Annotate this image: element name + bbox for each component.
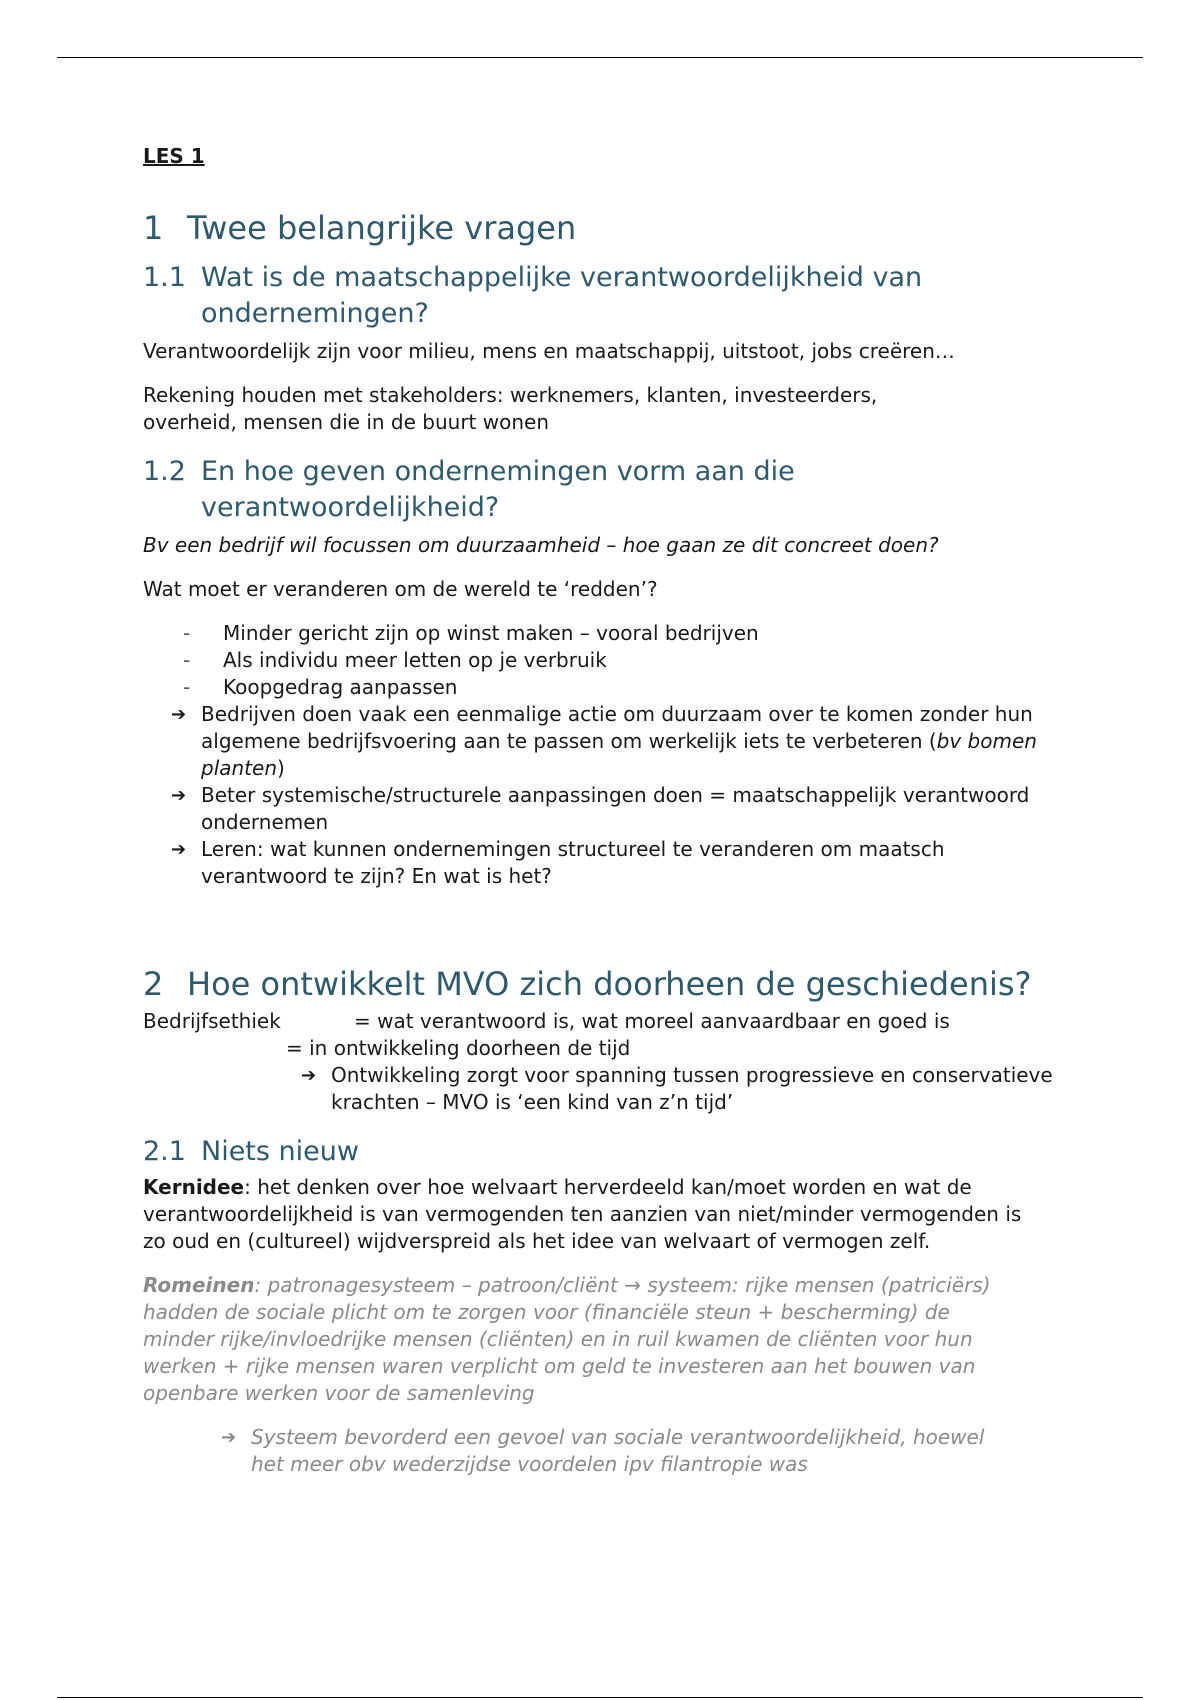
list-item: ➔ Ontwikkeling zorgt voor spanning tussen progressieve en conservatieve krachten – MVO is ‘een kind van z’n tijd’ <box>273 1062 1053 1116</box>
paragraph: Kernidee: het denken over hoe welvaart herverdeeld kan/moet worden en wat de verantwoordelijkheid is van vermogenden ten aanzien van niet/minder vermogenden is zo oud en (cultureel) wijdverspreid als het idee van welvaart of vermogen zelf. <box>143 1175 1022 1253</box>
top-rule <box>57 57 1143 58</box>
arrow-icon: ➔ <box>171 839 187 860</box>
bottom-rule <box>57 1697 1143 1698</box>
arrow-icon: ➔ <box>301 1065 317 1086</box>
dash-list <box>143 620 1063 701</box>
list-item: ➔ Leren: wat kunnen ondernemingen structureel te veranderen om maatsch verantwoord te zijn? En wat is het? <box>143 836 1043 890</box>
heading-1-1-number: 1.1 <box>143 262 186 293</box>
dash-bullet: - <box>183 648 191 672</box>
paragraph-grey: Romeinen: patronagesysteem – patroon/cliënt → systeem: rijke mensen (patriciërs) hadden de sociale plicht om te zorgen voor (financiële steun + bescherming) de minder rijke/invloedrijke mensen (cliënten) en in ruil kwamen de cliënten voor hun werken + rijke mensen waren verplicht om geld te investeren aan het bouwen van openbare werken voor de samenleving <box>143 1273 991 1405</box>
arrow-list <box>143 1062 1053 1116</box>
arrow-list <box>143 701 1043 890</box>
paragraph: Verantwoordelijk zijn voor milieu, mens en maatschappij, uitstoot, jobs creëren… <box>143 339 955 363</box>
list-item: - Minder gericht zijn op winst maken – vooral bedrijven <box>143 620 1063 647</box>
definition-text: = in ontwikkeling doorheen de tijd <box>286 1036 631 1060</box>
list-item: ➔ Beter systemische/structurele aanpassingen doen = maatschappelijk verantwoord ondernemen <box>143 782 1043 836</box>
paragraph: Rekening houden met stakeholders: werknemers, klanten, investeerders, overheid, mensen die in de buurt wonen <box>143 383 878 434</box>
dash-bullet: - <box>183 675 191 699</box>
heading-1-1 <box>143 260 1063 332</box>
heading-2-1-number: 2.1 <box>143 1136 186 1167</box>
heading-1-2-number: 1.2 <box>143 456 186 487</box>
heading-1-2-title: En hoe geven ondernemingen vorm aan die verantwoordelijkheid? <box>201 456 795 523</box>
arrow-icon: ➔ <box>171 785 187 806</box>
arrow-icon: ➔ <box>171 704 187 725</box>
list-item: - Als individu meer letten op je verbruik <box>143 647 1063 674</box>
heading-1-2 <box>143 454 863 526</box>
heading-2-1-title: Niets nieuw <box>201 1136 359 1167</box>
arrow-icon: ➔ <box>221 1427 237 1448</box>
dash-bullet: - <box>183 621 191 645</box>
heading-1-number: 1 <box>143 209 164 247</box>
definition-text: = wat verantwoord is, wat moreel aanvaardbaar en goed is <box>354 1009 950 1033</box>
list-item: ➔ Systeem bevorderd een gevoel van sociale verantwoordelijkheid, hoewel het meer obv wederzijdse voordelen ipv filantropie was <box>193 1424 993 1478</box>
heading-1-1-title: Wat is de maatschappelijke verantwoordelijkheid van ondernemingen? <box>201 262 923 329</box>
definition-term: Bedrijfsethiek <box>143 1009 281 1033</box>
definition-block <box>143 1008 1063 1116</box>
heading-1 <box>143 206 1063 250</box>
lesson-label: LES 1 <box>143 144 205 168</box>
list-item: ➔ Bedrijven doen vaak een eenmalige actie om duurzaam over te komen zonder hun algemene bedrijfsvoering aan te passen om werkelijk iets te verbeteren (bv bomen planten) <box>143 701 1043 782</box>
paragraph-italic: Bv een bedrijf wil focussen om duurzaamheid – hoe gaan ze dit concreet doen? <box>143 533 939 557</box>
heading-2-1 <box>143 1134 1063 1170</box>
arrow-list <box>143 1424 993 1478</box>
paragraph: Wat moet er veranderen om de wereld te ‘redden’? <box>143 577 658 601</box>
heading-1-title: Twee belangrijke vragen <box>187 209 577 247</box>
heading-2-title: Hoe ontwikkelt MVO zich doorheen de geschiedenis? <box>187 965 1032 1003</box>
list-item: - Koopgedrag aanpassen <box>143 674 1063 701</box>
heading-2-number: 2 <box>143 965 164 1003</box>
heading-2 <box>143 962 1063 1006</box>
document-body <box>143 140 1063 1478</box>
